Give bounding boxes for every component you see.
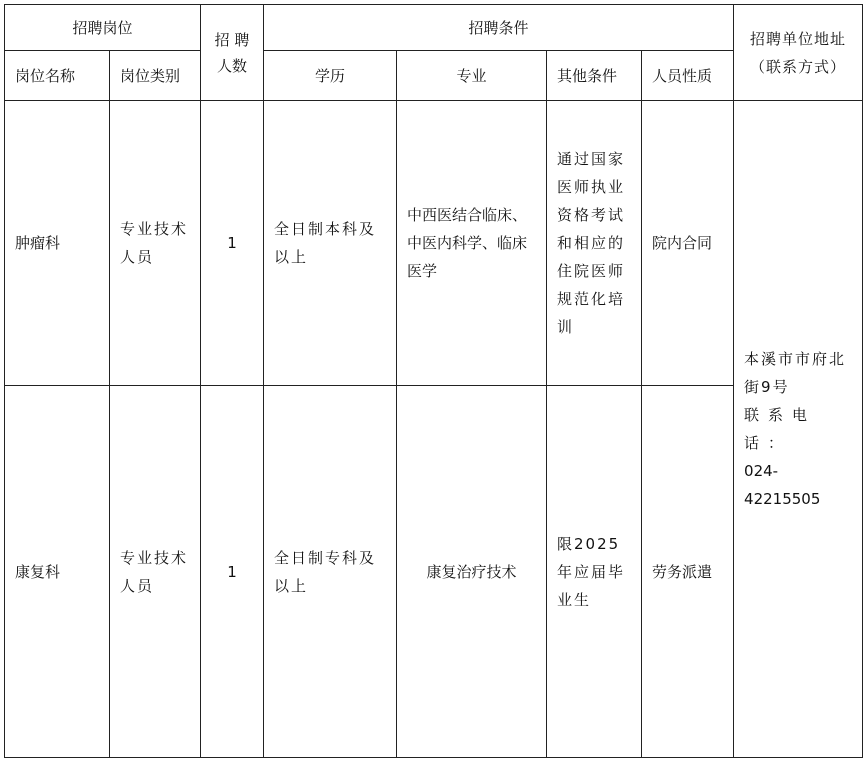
cell-major: 康复治疗技术: [397, 386, 547, 758]
cell-education: 全日制本科及以上: [264, 101, 397, 386]
cell-other: 限2025年应届毕业生: [547, 386, 642, 758]
header-conditions-group: 招聘条件: [264, 5, 734, 51]
cell-nature: 院内合同: [642, 101, 734, 386]
cell-position-type: 专业技术人员: [110, 386, 201, 758]
cell-other: 通过国家医师执业资格考试和相应的住院医师规范化培训: [547, 101, 642, 386]
cell-count: 1: [201, 101, 264, 386]
header-nature: 人员性质: [642, 51, 734, 101]
header-education: 学历: [264, 51, 397, 101]
cell-count: 1: [201, 386, 264, 758]
cell-position-type: 专业技术人员: [110, 101, 201, 386]
recruitment-table: [4, 4, 863, 758]
recruitment-table-container: [4, 4, 862, 759]
cell-education: 全日制专科及以上: [264, 386, 397, 758]
address-line: 本溪市市府北街9号: [744, 350, 847, 396]
phone-label: 联系电话：: [744, 406, 817, 452]
header-position-group: 招聘岗位: [5, 5, 201, 51]
header-row-1: [5, 5, 863, 51]
cell-position-name: 康复科: [5, 386, 110, 758]
header-count: 招 聘人数: [201, 5, 264, 101]
header-major: 专业: [397, 51, 547, 101]
cell-nature: 劳务派遣: [642, 386, 734, 758]
header-address: 招聘单位地址（联系方式）: [734, 5, 863, 101]
cell-position-name: 肿瘤科: [5, 101, 110, 386]
header-other: 其他条件: [547, 51, 642, 101]
phone-number: 024-42215505: [744, 462, 821, 508]
header-position-type: 岗位类别: [110, 51, 201, 101]
cell-major: 中西医结合临床、中医内科学、临床医学: [397, 101, 547, 386]
cell-address: [734, 101, 863, 758]
header-position-name: 岗位名称: [5, 51, 110, 101]
table-row: [5, 101, 863, 386]
